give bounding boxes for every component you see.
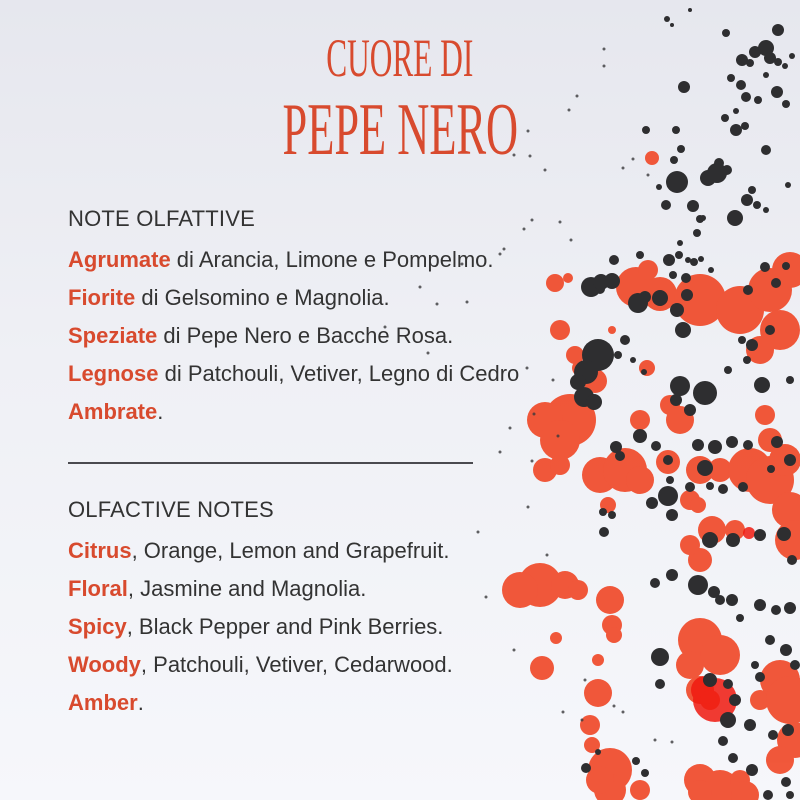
note-keyword: Speziate [68, 323, 158, 348]
note-text: , Patchouli, Vetiver, Cedarwood. [140, 652, 453, 677]
notes-list [68, 532, 453, 722]
note-item [68, 684, 453, 722]
note-item [68, 241, 519, 279]
title-line-1 [0, 28, 800, 88]
note-text: di Pepe Nero e Bacche Rosa. [157, 323, 454, 348]
note-keyword: Ambrate [68, 399, 158, 424]
note-keyword: Amber [68, 690, 138, 715]
note-text: , Black Pepper and Pink Berries. [126, 614, 444, 639]
note-keyword: Spicy [68, 614, 127, 639]
note-keyword: Woody [68, 652, 141, 677]
note-keyword: Legnose [68, 361, 159, 386]
note-item [68, 393, 519, 431]
note-item [68, 355, 519, 393]
title-line-2-text: PEPE NERO [282, 89, 518, 171]
red-ink-splatter [502, 151, 800, 800]
section-heading: NOTE OLFATTIVE [68, 206, 255, 231]
note-keyword: Agrumate [68, 247, 171, 272]
note-text: di Arancia, Limone e Pompelmo. [170, 247, 494, 272]
note-item [68, 570, 453, 608]
note-item [68, 317, 519, 355]
notes-list [68, 241, 519, 431]
section-english-notes [68, 497, 453, 722]
section-heading: OLFACTIVE NOTES [68, 497, 274, 522]
note-item [68, 646, 453, 684]
note-keyword: Floral [68, 576, 128, 601]
note-text: di Patchouli, Vetiver, Legno di Cedro [158, 361, 520, 386]
title-line-2 [0, 88, 800, 172]
note-item [68, 279, 519, 317]
note-keyword: Fiorite [68, 285, 136, 310]
note-text: di Gelsomino e Magnolia. [135, 285, 390, 310]
note-text: , Jasmine and Magnolia. [127, 576, 367, 601]
section-italian-notes [68, 206, 519, 431]
note-text: . [137, 690, 144, 715]
note-item [68, 608, 453, 646]
note-text: , Orange, Lemon and Grapefruit. [131, 538, 450, 563]
note-item [68, 532, 453, 570]
note-text: . [157, 399, 164, 424]
title-line-1-text: CUORE DI [326, 28, 474, 88]
note-keyword: Citrus [68, 538, 132, 563]
section-divider [68, 462, 473, 464]
